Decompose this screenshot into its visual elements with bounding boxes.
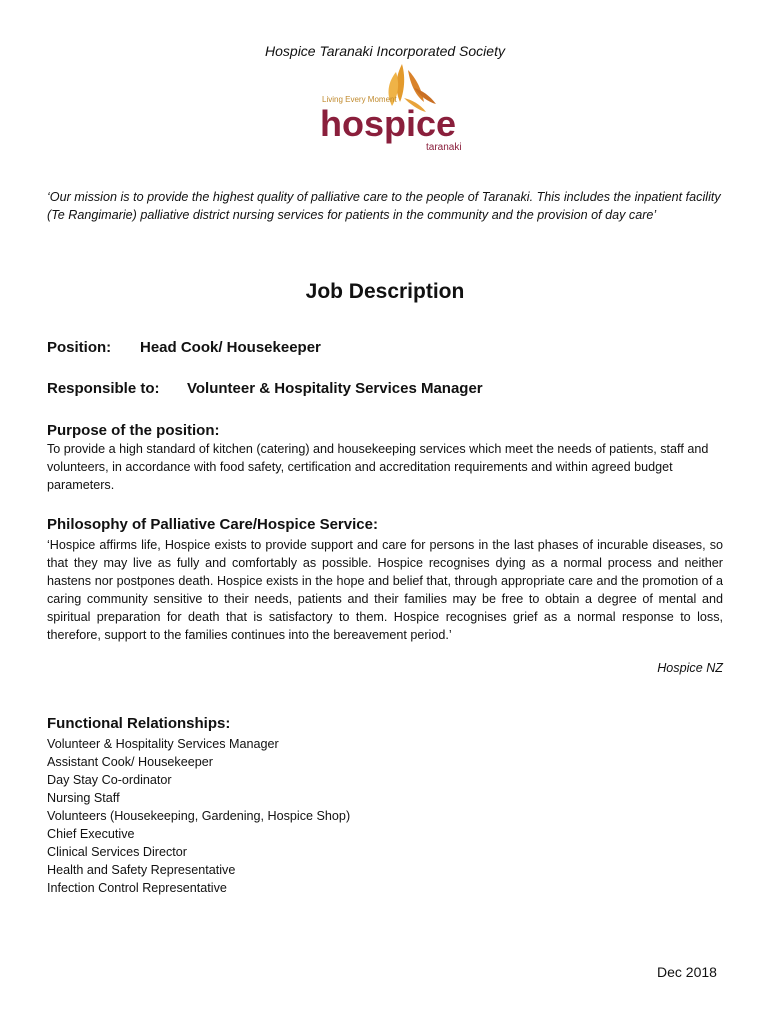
logo-sub: taranaki (426, 142, 462, 153)
hospice-logo (318, 58, 462, 154)
philosophy-attribution: Hospice NZ (657, 661, 723, 675)
purpose-heading: Purpose of the position: (47, 422, 220, 439)
list-item: Day Stay Co-ordinator (47, 773, 172, 787)
list-item: Clinical Services Director (47, 845, 187, 859)
mission-statement: ‘Our mission is to provide the highest quality of palliative care to the people of Taranaki. This includes the inpatient facility (Te Rangimarie) palliative district nursing services for patients in the community and the provision of day care’ (47, 190, 721, 222)
flower-icon (318, 58, 462, 154)
list-item: Assistant Cook/ Housekeeper (47, 755, 213, 769)
list-item: Health and Safety Representative (47, 863, 236, 877)
list-item: Volunteers (Housekeeping, Gardening, Hospice Shop) (47, 809, 351, 823)
organization-name: Hospice Taranaki Incorporated Society (265, 43, 505, 59)
logo-tagline: Living Every Moment (322, 95, 397, 104)
list-item: Volunteer & Hospitality Services Manager (47, 737, 279, 751)
responsible-label: Responsible to: (47, 380, 160, 397)
philosophy-text: ‘Hospice affirms life, Hospice exists to provide support and care for persons in the last phases of incurable diseases, so that they may live as fully and comfortably as possible. Hospice recognises dying as a normal process and neither hastens nor postpones death. Hospice exists in the hope and belief that, through appropriate care and the promotion of a caring community sensitive to their needs, patients and their families may be free to obtain a degree of mental and spiritual preparation for death that is satisfactory to them. Hospice recognises grief as a normal response to loss, therefore, support to the families continues into the bereavement period.’ (47, 538, 723, 642)
position-label: Position: (47, 339, 112, 356)
list-item: Nursing Staff (47, 791, 120, 805)
page-title: Job Description (305, 280, 465, 303)
functional-list (47, 735, 350, 897)
purpose-text: To provide a high standard of kitchen (catering) and housekeeping services which meet the needs of patients, staff and volunteers, in accordance with food safety, certification and accreditation requirements and within agreed budget parameters. (47, 442, 709, 492)
list-item: Infection Control Representative (47, 881, 227, 895)
list-item: Chief Executive (47, 827, 135, 841)
philosophy-heading: Philosophy of Palliative Care/Hospice Service: (47, 516, 378, 533)
position-value: Head Cook/ Housekeeper (140, 339, 321, 356)
responsible-value: Volunteer & Hospitality Services Manager (187, 380, 483, 397)
logo-wordmark: hospice (320, 103, 457, 144)
footer-date: Dec 2018 (657, 964, 717, 980)
functional-heading: Functional Relationships: (47, 715, 231, 732)
